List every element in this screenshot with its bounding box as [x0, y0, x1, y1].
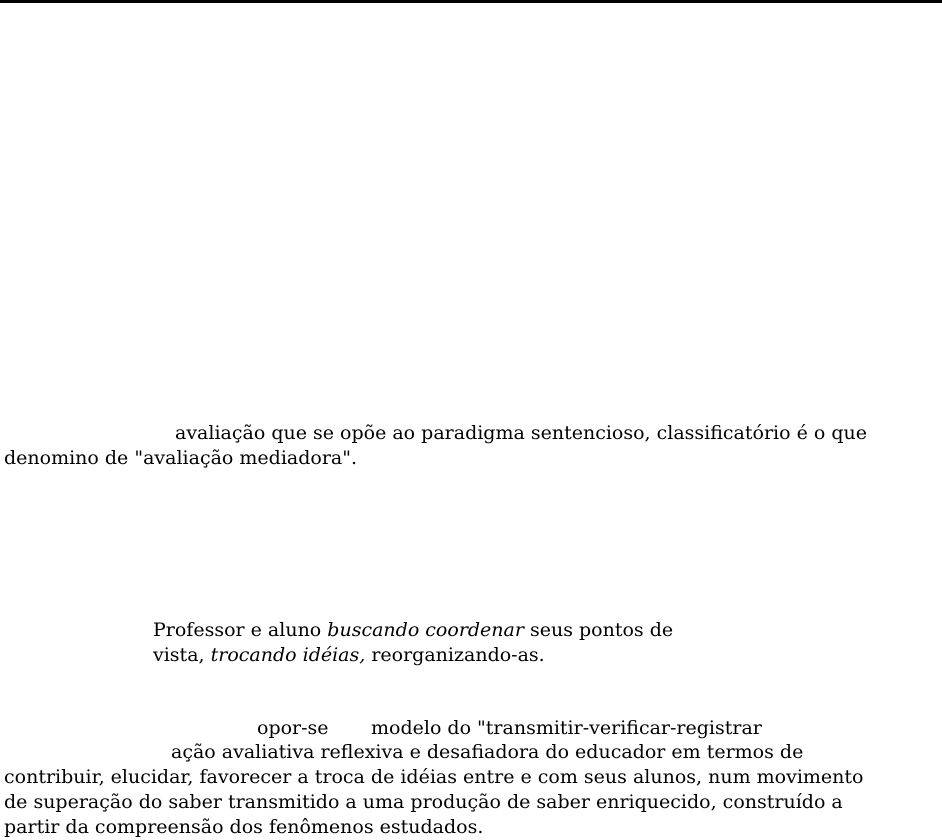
paragraph-3-line-4: de superação do saber transmitido a uma produção de saber enriquecido, construído a	[4, 791, 843, 813]
paragraph-3-line-1b: modelo do "transmitir-verificar-registrar	[371, 717, 762, 739]
top-rule	[0, 0, 942, 3]
p2-l2-text-b: reorganizando-as.	[365, 644, 545, 666]
p2-l2-text-a: vista,	[153, 644, 211, 666]
paragraph-1-line-1: avaliação que se opõe ao paradigma sentencioso, classificatório é o que	[175, 422, 868, 444]
paragraph-2-line-1	[153, 618, 673, 643]
paragraph-3-line-5: partir da compreensão dos fenômenos estudados.	[4, 816, 484, 838]
p2-l1-emphasis: buscando coordenar	[327, 619, 524, 641]
p2-l1-text-b: seus pontos de	[523, 619, 674, 641]
p2-l1-text-a: Professor e aluno	[153, 619, 328, 641]
paragraph-3-line-3: contribuir, elucidar, favorecer a troca de idéias entre e com seus alunos, num movimento	[4, 766, 864, 788]
paragraph-3-line-2: ação avaliativa reflexiva e desafiadora do educador em termos de	[171, 741, 804, 763]
paragraph-3-line-1a: opor-se	[257, 717, 329, 739]
paragraph-1-line-2: denomino de "avaliação mediadora".	[4, 447, 358, 469]
paragraph-2-line-2	[153, 643, 545, 668]
p2-l2-emphasis: trocando idéias,	[210, 644, 366, 666]
